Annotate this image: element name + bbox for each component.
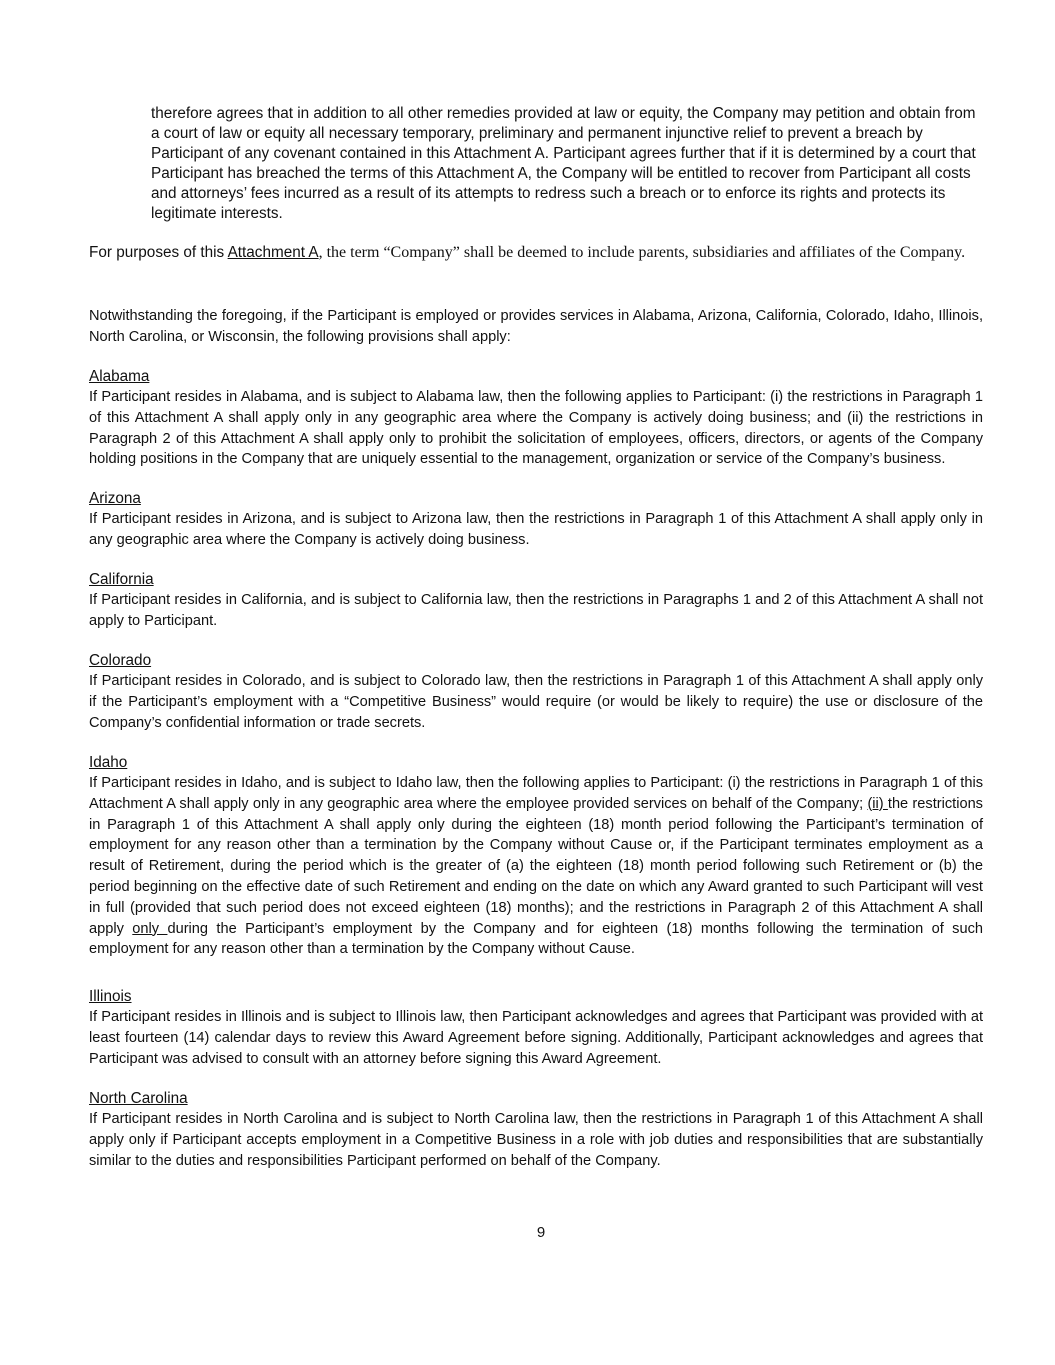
north-carolina-text: If Participant resides in North Carolina and is subject to North Carolina law, then the restrictions in Paragraph 1 of this Attachment A shall apply only if Participant accepts employment in a Competitive Business in a role with job duties and responsibilities that are substantially similar to the duties and responsibilities Participant performed on behalf of the Company. — [89, 1111, 983, 1169]
attachment-a-reference: Attachment A — [227, 244, 319, 261]
idaho-text — [89, 773, 983, 960]
idaho-text-part-3: during the Participant’s employment by the Company and for eighteen (18) months following the termination of such employment for any reason other than a termination by the Company without Cause. — [89, 920, 983, 958]
colorado-heading: Colorado — [89, 652, 152, 669]
company-definition-paragraph — [89, 243, 983, 264]
idaho-clause-ii: (ii) — [867, 795, 888, 812]
alabama-heading: Alabama — [89, 368, 150, 385]
idaho-only-emphasis: only — [132, 920, 168, 937]
idaho-text-part-1: If Participant resides in Idaho, and is subject to Idaho law, then the following applies to Participant: (i) the restrictions in Paragraph 1 of this Attachment A shall apply only in any geographic area where the employee provided services on behalf of the Company; — [89, 775, 983, 812]
illinois-heading: Illinois — [89, 988, 132, 1005]
notwithstanding-paragraph: Notwithstanding the foregoing, if the Participant is employed or provides services in Alabama, Arizona, California, Colorado, Idaho, Illinois, North Carolina, or Wisconsin, the following provisions shall apply: — [89, 308, 983, 345]
california-text: If Participant resides in California, and is subject to California law, then the restrictions in Paragraphs 1 and 2 of this Attachment A shall not apply to Participant. — [89, 592, 983, 629]
illinois-text: If Participant resides in Illinois and is subject to Illinois law, then Participant acknowledges and agrees that Participant was provided with at least fourteen (14) calendar days to review this Award Agreement before signing. Additionally, Participant acknowledges and agrees that Participant was advised to consult with an attorney before signing this Award Agreement. — [89, 1009, 983, 1067]
continuation-paragraph: therefore agrees that in addition to all other remedies provided at law or equity, the Company may petition and obtain from a court of law or equity all necessary temporary, preliminary and permanent injunctive relief to prevent a breach by Participant of any covenant contained in this Attachment A. Participant agrees further that if it is determined by a court that Participant has breached the terms of this Attachment A, the Company will be entitled to recover from Participant all costs and attorneys’ fees incurred as a result of its attempts to redress such a breach or to enforce its rights and protects its legitimate interests. — [151, 105, 976, 222]
california-heading: California — [89, 571, 154, 588]
page-number: 9 — [536, 1224, 546, 1241]
colorado-text: If Participant resides in Colorado, and is subject to Colorado law, then the restrictions in Paragraph 1 of this Attachment A shall apply only if the Participant’s employment with a “Competitive Business” would require (or would be likely to require) the use or disclosure of the Company’s confidential information or trade secrets. — [89, 673, 983, 731]
arizona-heading: Arizona — [89, 490, 141, 507]
north-carolina-heading: North Carolina — [89, 1090, 188, 1107]
idaho-heading: Idaho — [89, 754, 128, 771]
idaho-text-part-2: the restrictions in Paragraph 1 of this Attachment A shall apply only during the eighteen (18) month period following the Participant’s termination of employment for any reason other than a termination by the Company without Cause or, if the Participant terminates employment as a result of Retirement, during the period which is the greater of (a) the eighteen (18) month period following such Retirement or (b) the period beginning on the effective date of such Retirement and ending on the date on which any Award granted to such Participant will vest in full (provided that such period does not exceed eighteen (18) months); and the restrictions in Paragraph 2 of this Attachment A shall apply — [89, 795, 983, 937]
alabama-text: If Participant resides in Alabama, and is subject to Alabama law, then the following applies to Participant: (i) the restrictions in Paragraph 1 of this Attachment A shall apply only in any geographic area where the Company is actively doing business; and (ii) the restrictions in Paragraph 2 of this Attachment A shall apply only to prohibit the solicitation of employees, officers, directors, or agents of the Company holding positions in the Company that are uniquely essential to the management, organization or service of the Company’s business. — [89, 389, 983, 468]
arizona-text: If Participant resides in Arizona, and is subject to Arizona law, then the restrictions in Paragraph 1 of this Attachment A shall apply only in any geographic area where the Company is actively doing business. — [89, 511, 983, 548]
definition-prefix: For purposes of this — [89, 244, 228, 261]
definition-suffix: , the term “Company” shall be deemed to include parents, subsidiaries and affiliates of the Company. — [318, 244, 966, 261]
